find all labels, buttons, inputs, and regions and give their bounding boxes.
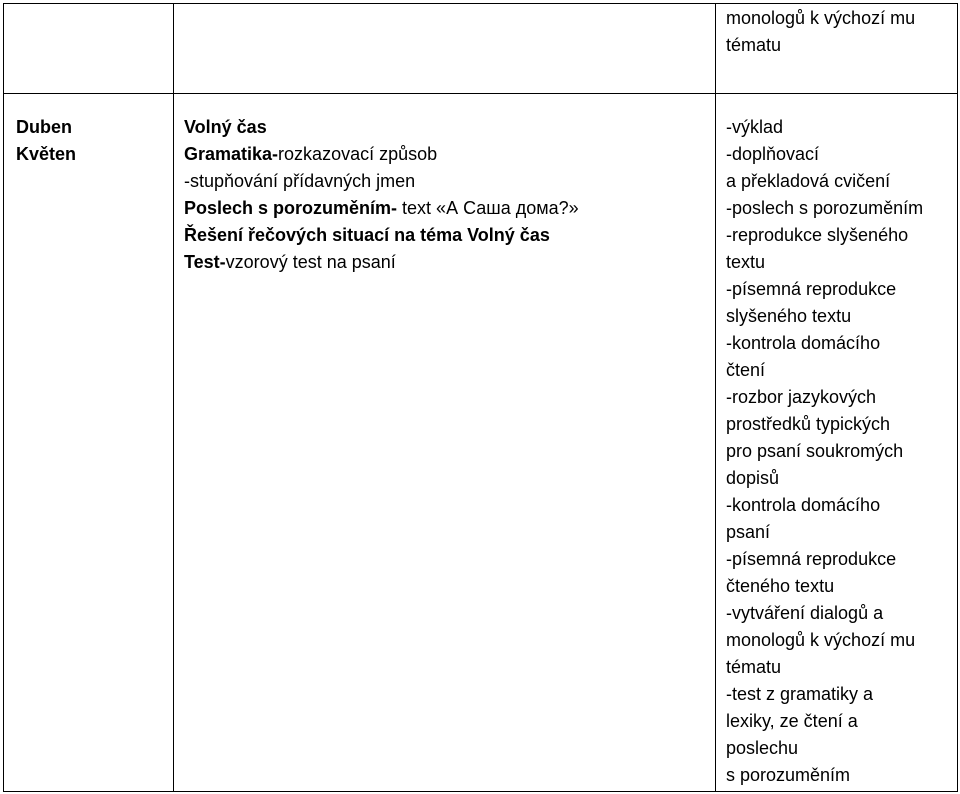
topic-line xyxy=(184,249,704,276)
method-line: -kontrola domácího xyxy=(726,495,881,515)
method-line: -rozbor jazykových xyxy=(726,387,877,407)
method-line: monologů k výchozí mu xyxy=(726,630,916,650)
method-line: prostředků typických xyxy=(726,414,891,434)
topic-line xyxy=(184,195,704,222)
top-row-line: monologů k výchozí mu xyxy=(726,8,916,28)
method-line: -písemná reprodukce xyxy=(726,549,897,569)
topic-heading: Řešení řečových situací na téma Volný čas xyxy=(184,225,550,245)
month-label: Květen xyxy=(16,144,77,164)
table-border-bottom xyxy=(3,791,958,792)
method-line: -test z gramatiky a xyxy=(726,684,874,704)
method-line: s porozuměním xyxy=(726,765,851,785)
method-line: -reprodukce slyšeného xyxy=(726,225,909,245)
method-line: poslechu xyxy=(726,738,799,758)
method-line: -poslech s porozuměním xyxy=(726,198,924,218)
topic-line xyxy=(184,168,704,195)
topic-heading: Volný čas xyxy=(184,117,267,137)
column-divider-2 xyxy=(715,3,716,792)
row-divider xyxy=(3,93,958,94)
method-line: tématu xyxy=(726,657,782,677)
month-cell xyxy=(16,114,166,168)
method-line: -doplňovací xyxy=(726,144,820,164)
method-line: psaní xyxy=(726,522,771,542)
topic-line xyxy=(184,222,704,249)
method-line: a překladová cvičení xyxy=(726,171,891,191)
method-line: -vytváření dialogů a xyxy=(726,603,884,623)
topic-text: rozkazovací způsob xyxy=(278,144,438,164)
method-line: slyšeného textu xyxy=(726,306,852,326)
month-label: Duben xyxy=(16,117,72,137)
method-line: lexiky, ze čtení a xyxy=(726,711,858,731)
method-line: -výklad xyxy=(726,117,784,137)
method-line: čteného textu xyxy=(726,576,835,596)
methods-cell xyxy=(726,114,954,789)
topic-heading: Test- xyxy=(184,252,226,272)
topic-text: -stupňování přídavných jmen xyxy=(184,171,416,191)
method-line: čtení xyxy=(726,360,766,380)
method-line: -kontrola domácího xyxy=(726,333,881,353)
method-line: pro psaní soukromých xyxy=(726,441,904,461)
method-line: textu xyxy=(726,252,766,272)
top-row-line: tématu xyxy=(726,35,782,55)
column-divider-1 xyxy=(173,3,174,792)
top-row-methods-cell xyxy=(726,5,954,59)
topic-line xyxy=(184,114,704,141)
topic-line xyxy=(184,141,704,168)
topic-cell xyxy=(184,114,704,276)
method-line: dopisů xyxy=(726,468,780,488)
topic-text: text «А Саша дома?» xyxy=(397,198,579,218)
method-line: -písemná reprodukce xyxy=(726,279,897,299)
topic-heading: Gramatika- xyxy=(184,144,279,164)
table-border-top xyxy=(3,3,958,4)
topic-heading: Poslech s porozuměním- xyxy=(184,198,398,218)
topic-text: vzorový test na psaní xyxy=(225,252,396,272)
table-border-right xyxy=(957,3,958,792)
table-border-left xyxy=(3,3,4,792)
